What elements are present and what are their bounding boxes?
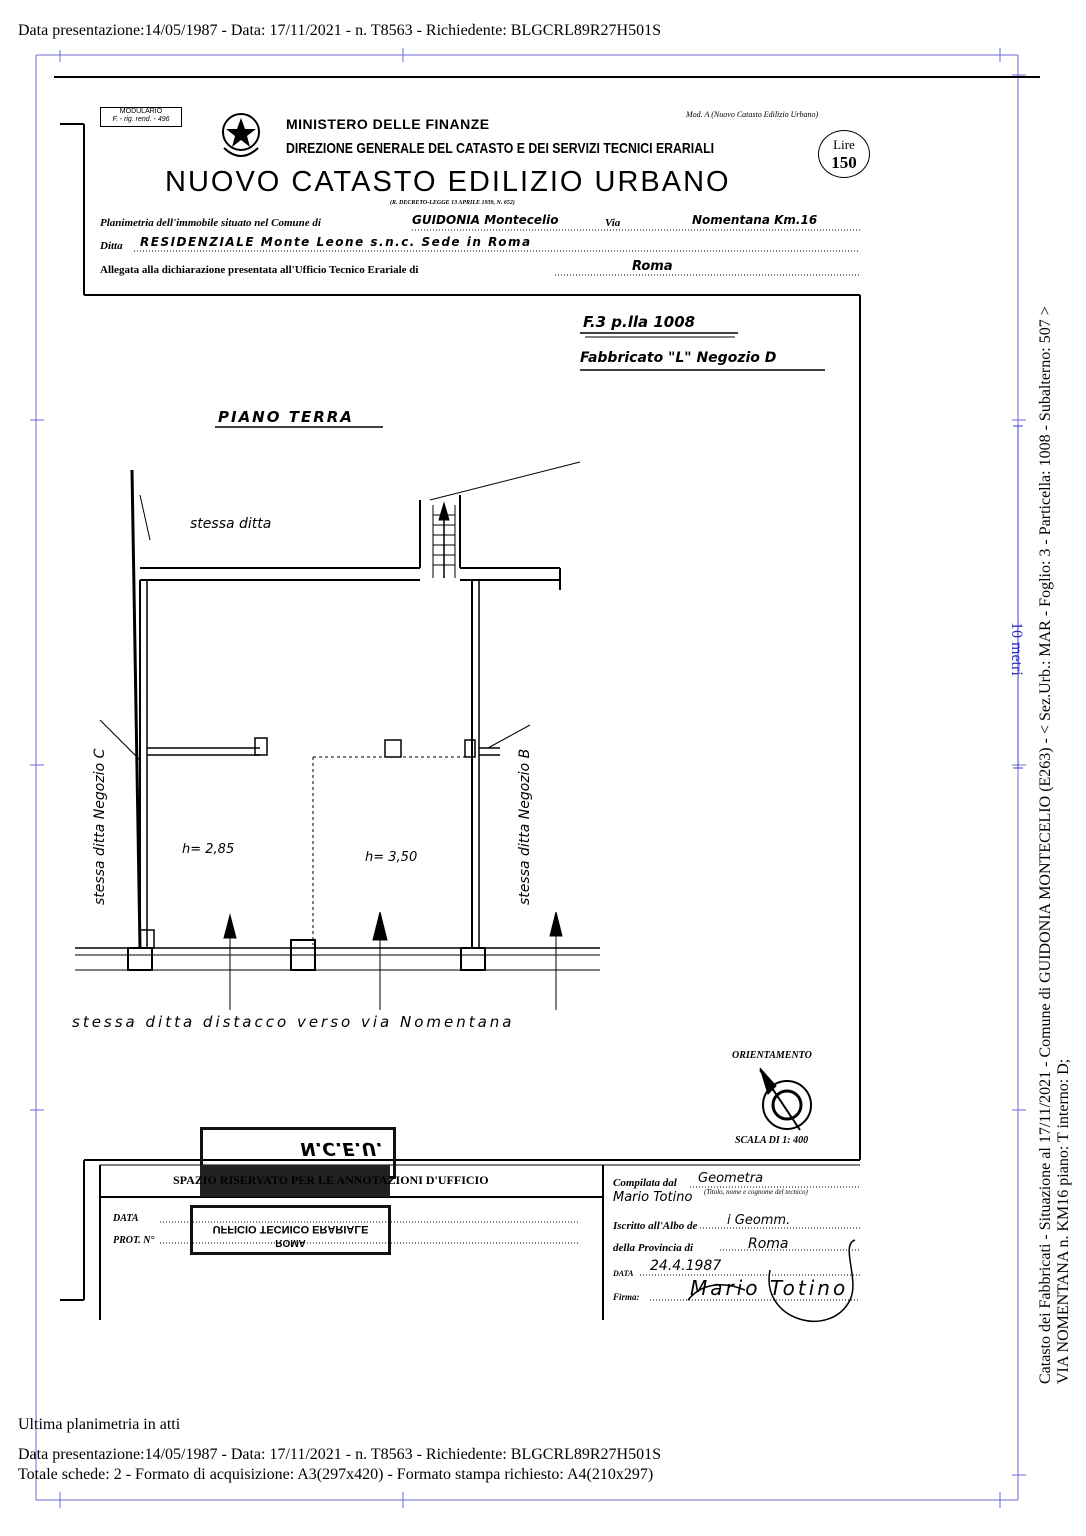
floor-plan bbox=[75, 333, 825, 1010]
ncey-stamp-label: N.C.E.U. bbox=[300, 1138, 383, 1159]
stessa-left-label: stessa ditta Negozio C bbox=[92, 748, 108, 905]
fabbricato-note: Fabbricato "L" Negozio D bbox=[580, 350, 777, 366]
ministry-label: MINISTERO DELLE FINANZE bbox=[286, 116, 490, 132]
prot-label: PROT. N° bbox=[113, 1235, 155, 1246]
planimetria-label: Planimetria dell'immobile situato nel Comune di bbox=[100, 217, 321, 229]
mod-label: Mod. A (Nuovo Catasto Edilizio Urbano) bbox=[686, 110, 819, 119]
ultima-label: Ultima planimetria in atti bbox=[18, 1416, 181, 1433]
ufficio-stamp-label: UFFICIO TECNICO ERARIALE bbox=[212, 1223, 369, 1235]
modulario-label: MODULARIO bbox=[119, 108, 163, 115]
modulario-box bbox=[100, 107, 182, 127]
height-left-label: h= 2,85 bbox=[182, 842, 235, 857]
orientamento-label: ORIENTAMENTO bbox=[732, 1050, 812, 1061]
footer-info-line-1: Data presentazione:14/05/1987 - Data: 17/11/2021 - n. T8563 - Richiedente: BLGCRL89R27H501S bbox=[18, 1446, 662, 1463]
ufficio-stamp-roma: ROMA bbox=[275, 1237, 306, 1248]
spazio-label: SPAZIO RISERVATO PER LE ANNOTAZIONI D'UFFICIO bbox=[173, 1173, 489, 1187]
compilata-label: Compilata dal bbox=[613, 1177, 677, 1189]
lire-value: 150 bbox=[831, 153, 857, 172]
via-label: Via bbox=[605, 217, 621, 229]
height-right-label: h= 3,50 bbox=[365, 850, 418, 865]
direction-label: DIREZIONE GENERALE DEL CATASTO E DEI SERVIZI TECNICI ERARIALI bbox=[286, 140, 715, 157]
footer-info-line-2: Totale schede: 2 - Formato di acquisizione: A3(297x420) - Formato stampa richiesto: A4(210x297) bbox=[18, 1466, 654, 1483]
data-value: 24.4.1987 bbox=[650, 1258, 722, 1274]
stessa-right-label: stessa ditta Negozio B bbox=[517, 748, 533, 905]
iscritto-label: Iscritto all'Albo de bbox=[613, 1220, 698, 1232]
compilata-name: Mario Totino bbox=[613, 1190, 693, 1205]
lire-badge bbox=[818, 130, 870, 178]
provincia-label: della Provincia di bbox=[613, 1242, 694, 1254]
ditta-label: Ditta bbox=[100, 240, 123, 252]
modulario-sub: F. - rig. rend. - 496 bbox=[112, 116, 170, 123]
provincia-value: Roma bbox=[748, 1236, 789, 1252]
data-value-label: DATA bbox=[613, 1269, 634, 1278]
compilata-value: Geometra bbox=[698, 1171, 764, 1186]
compilata-sub: (Titolo, nome e cognome del tecnico) bbox=[704, 1188, 808, 1196]
allegata-label: Allegata alla dichiarazione presentata all'Ufficio Tecnico Erariale di bbox=[100, 264, 419, 276]
ditta-value: RESIDENZIALE Monte Leone s.n.c. Sede in Roma bbox=[140, 235, 532, 249]
foglio-note: F.3 p.lla 1008 bbox=[583, 313, 696, 331]
orientation-symbol bbox=[760, 1068, 811, 1130]
scale-bar-label: 10 metri bbox=[1008, 622, 1025, 676]
iscritto-value: i Geomm. bbox=[727, 1213, 791, 1228]
side-info-line-1: Catasto dei Fabbricati - Situazione al 17/11/2021 - Comune di GUIDONIA MONTECELIO (E263) - < Sez.Urb.: MAR - Foglio: 3 - Particella: 1008 - Subalterno: 507 > bbox=[1037, 306, 1054, 1384]
lire-label: Lire bbox=[833, 137, 855, 152]
scale-label: SCALA DI 1: 400 bbox=[735, 1135, 809, 1146]
distacco-label: stessa ditta distacco verso via Nomentana bbox=[72, 1013, 515, 1031]
ufficio-stamp bbox=[190, 1205, 391, 1255]
side-info-line-2: VIA NOMENTANA n. KM16 piano: T interno: D; bbox=[1055, 1058, 1072, 1384]
stessa-top-label: stessa ditta bbox=[190, 516, 272, 532]
allegata-value: Roma bbox=[632, 259, 673, 274]
header-info-line: Data presentazione:14/05/1987 - Data: 17/11/2021 - n. T8563 - Richiedente: BLGCRL89R27H501S bbox=[18, 22, 662, 39]
comune-value: GUIDONIA Montecelio bbox=[412, 213, 559, 227]
firma-value: Mario Totino bbox=[690, 1276, 849, 1300]
via-value: Nomentana Km.16 bbox=[692, 213, 818, 227]
decree-label: (R. DECRETO-LEGGE 13 APRILE 1939, N. 652) bbox=[390, 200, 515, 206]
firma-label: Firma: bbox=[613, 1292, 640, 1302]
data-label: DATA bbox=[113, 1213, 139, 1224]
emblem-icon bbox=[218, 108, 264, 160]
piano-label: PIANO TERRA bbox=[218, 408, 354, 426]
page-title: NUOVO CATASTO EDILIZIO URBANO bbox=[165, 166, 731, 198]
